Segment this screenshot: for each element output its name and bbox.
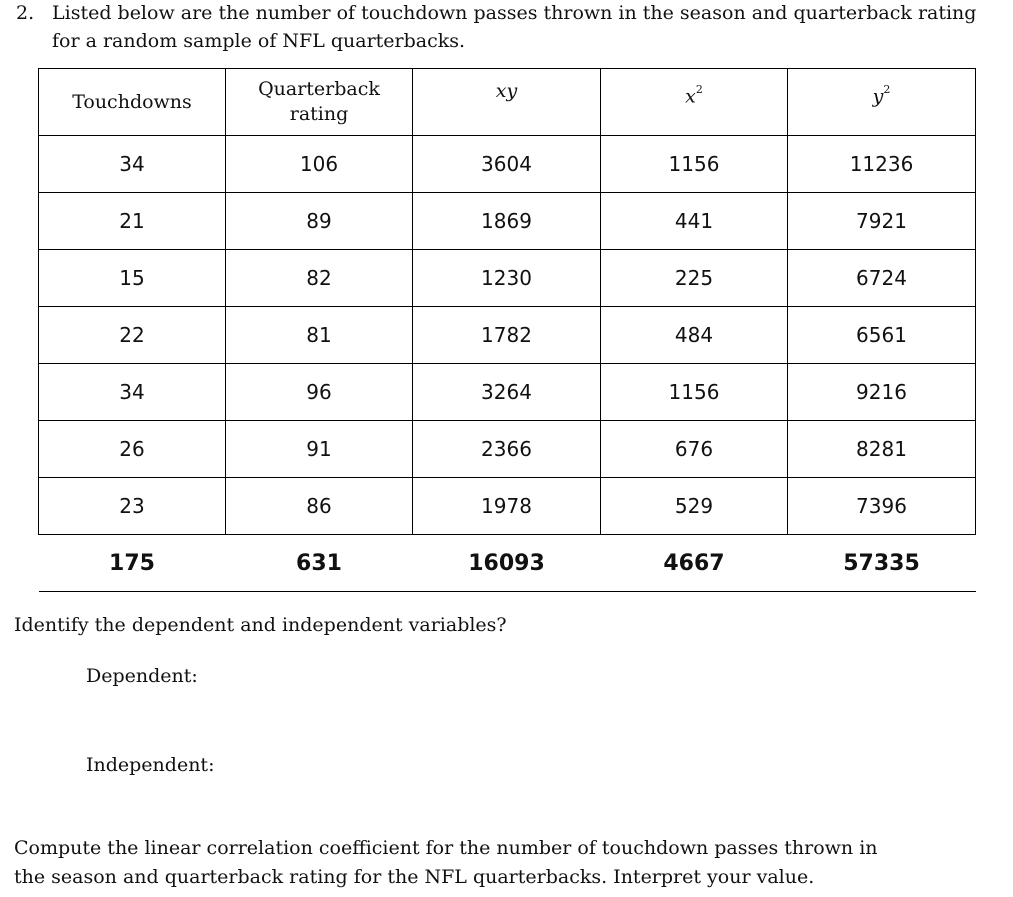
header-touchdowns: Touchdowns	[39, 69, 226, 136]
total-xy: 16093	[413, 535, 601, 592]
question-compute: Compute the linear correlation coefficient for the number of touchdown passes thrown in the season and quarterback rating for the NFL quarterbacks. Interpret your value.	[14, 837, 878, 888]
table-cell: 9216	[788, 364, 976, 421]
table-cell: 11236	[788, 136, 976, 193]
table-cell: 529	[601, 478, 788, 535]
table-cell: 1156	[601, 364, 788, 421]
table-cell: 1782	[413, 307, 601, 364]
table-cell: 89	[226, 193, 413, 250]
table-cell: 22	[39, 307, 226, 364]
table-cell: 15	[39, 250, 226, 307]
table-cell: 82	[226, 250, 413, 307]
table-row	[39, 250, 976, 307]
table-cell: 7396	[788, 478, 976, 535]
header-x-squared: $x^2$	[601, 69, 788, 136]
table-cell: 484	[601, 307, 788, 364]
total-x-squared: 4667	[601, 535, 788, 592]
table-row	[39, 364, 976, 421]
table-cell: 3264	[413, 364, 601, 421]
table-cell: 676	[601, 421, 788, 478]
table-body	[39, 136, 976, 592]
table-cell: 6561	[788, 307, 976, 364]
table-cell: 106	[226, 136, 413, 193]
question-identify: Identify the dependent and independent variables?	[14, 614, 507, 636]
table-cell: 225	[601, 250, 788, 307]
table-cell: 26	[39, 421, 226, 478]
table-cell: 81	[226, 307, 413, 364]
problem-intro	[16, 0, 996, 55]
table-header-row	[39, 69, 976, 136]
header-xy: xy	[413, 69, 601, 136]
table-cell: 441	[601, 193, 788, 250]
dependent-label: Dependent:	[86, 665, 198, 687]
table-cell: 6724	[788, 250, 976, 307]
total-rating: 631	[226, 535, 413, 592]
table-row	[39, 307, 976, 364]
table-cell: 1156	[601, 136, 788, 193]
table-cell: 21	[39, 193, 226, 250]
table-cell: 96	[226, 364, 413, 421]
problem-number: 2.	[16, 2, 35, 24]
totals-row	[39, 535, 976, 592]
table-row	[39, 136, 976, 193]
total-touchdowns: 175	[39, 535, 226, 592]
table-row	[39, 478, 976, 535]
problem-text: Listed below are the number of touchdown passes thrown in the season and quarterback rating for a random sample of NFL quarterbacks.	[52, 2, 977, 52]
header-quarterback-rating: Quarterback rating	[226, 69, 413, 136]
total-y-squared: 57335	[788, 535, 976, 592]
table-cell: 1869	[413, 193, 601, 250]
table-row	[39, 193, 976, 250]
table-cell: 91	[226, 421, 413, 478]
table-cell: 1230	[413, 250, 601, 307]
independent-label: Independent:	[86, 754, 215, 776]
header-y-squared: $y^2$	[788, 69, 976, 136]
table-row	[39, 421, 976, 478]
table-cell: 7921	[788, 193, 976, 250]
table-cell: 3604	[413, 136, 601, 193]
data-table	[38, 68, 976, 592]
table-cell: 2366	[413, 421, 601, 478]
table-cell: 8281	[788, 421, 976, 478]
table-cell: 1978	[413, 478, 601, 535]
table-cell: 34	[39, 136, 226, 193]
table-cell: 86	[226, 478, 413, 535]
table-cell: 34	[39, 364, 226, 421]
table-cell: 23	[39, 478, 226, 535]
